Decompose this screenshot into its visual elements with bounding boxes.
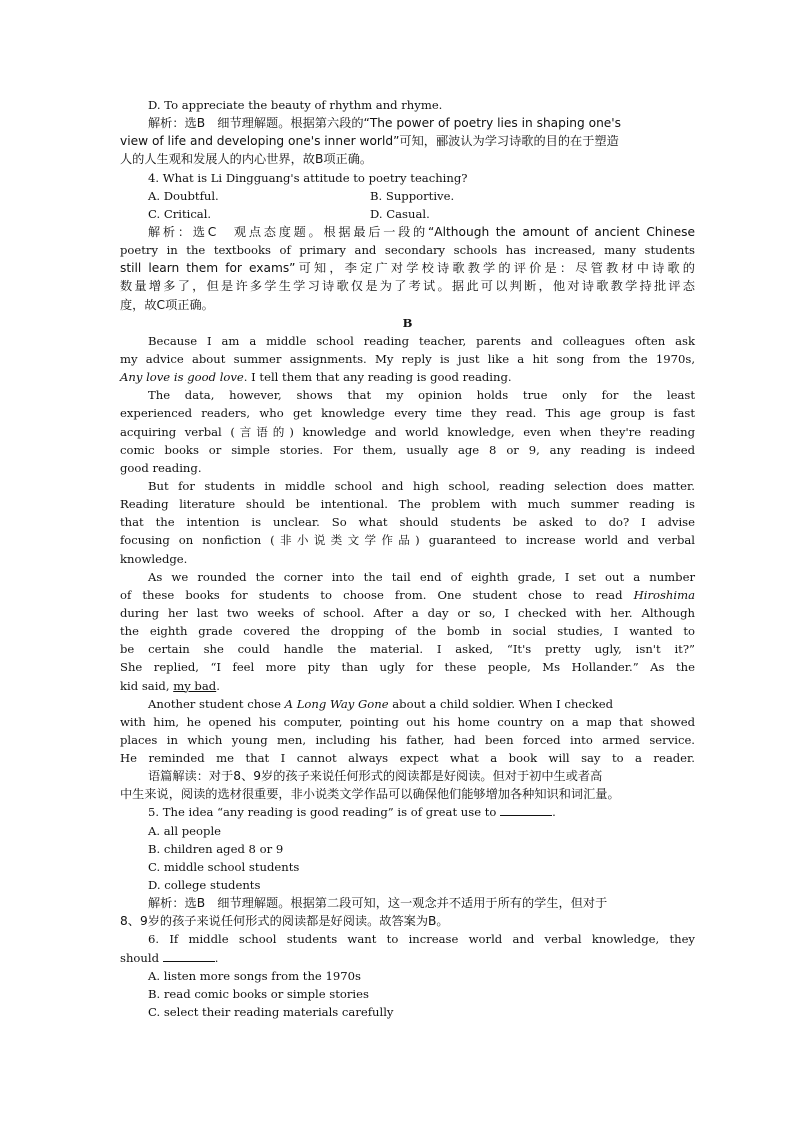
q6-stem: [120, 949, 695, 967]
q4-option-d: D. Casual.: [370, 206, 430, 221]
answer-blank: [500, 803, 552, 816]
passage-line: [120, 586, 695, 604]
q4-options-row: [120, 205, 695, 223]
q3-analysis-line: 解析：选B 细节理解题。根据第六段的“The power of poetry lies in shaping one's: [148, 116, 621, 131]
q5-stem-text: 5. The idea “any reading is good reading” is of great use to: [148, 805, 501, 820]
passage-line: focusing on nonfiction (非小说类文学作品) guaranteed to increase world and verbal: [120, 533, 695, 548]
q3-option-d: D. To appreciate the beauty of rhythm and rhyme.: [148, 98, 443, 112]
passage-text: Another student chose: [148, 696, 285, 711]
passage-line: As we rounded the corner into the tail end of eighth grade, I set out a number: [148, 569, 695, 584]
q4-options-row: [120, 187, 695, 205]
q5-option-c: C. middle school students: [148, 859, 300, 874]
passage-line: the eighth grade covered the dropping of the bomb in social studies, I wanted to: [120, 624, 695, 639]
q6-option-b: B. read comic books or simple stories: [148, 986, 369, 1001]
q5-option-a: A. all people: [148, 823, 222, 838]
q5-analysis-line: 8、9岁的孩子来说任何形式的阅读都是好阅读。故答案为B。: [120, 914, 449, 929]
summary-line: 语篇解读：对于8、9岁的孩子来说任何形式的阅读都是好阅读。但对于初中生或者高: [148, 769, 603, 784]
q4-analysis-line: 解析：选C 观点态度题。根据最后一段的“Although the amount of ancient Chinese: [148, 224, 695, 239]
passage-line: be certain she could handle the material. I asked, “It's pretty ugly, isn't it?”: [120, 642, 695, 657]
passage-line: [120, 677, 695, 695]
passage-line: [120, 695, 695, 713]
q6-option-c: C. select their reading materials carefully: [148, 1005, 394, 1020]
document-page: [120, 96, 695, 1021]
book-title: A Long Way Gone: [284, 696, 389, 711]
passage-text: about a child soldier. When I checked: [388, 696, 614, 711]
song-title: Any love is good love: [120, 370, 244, 385]
passage-line: that the intention is unclear. So what should students be asked to do? I advise: [120, 515, 695, 530]
q5-option-d: D. college students: [148, 878, 261, 893]
passage-line: experienced readers, who get knowledge every time they read. This age group is fast: [120, 406, 695, 421]
book-title: Hiroshima: [633, 587, 695, 602]
q3-analysis-line: view of life and developing one's inner world”可知，郦波认为学习诗歌的目的在于塑造: [120, 134, 619, 149]
q4-option-c: C. Critical.: [148, 206, 212, 221]
q6-option-a: A. listen more songs from the 1970s: [148, 968, 361, 983]
passage-line: acquiring verbal (言语的) knowledge and world knowledge, even when they're reading: [120, 424, 695, 439]
q4-option-b: B. Supportive.: [370, 188, 455, 203]
passage-text: . I tell them that any reading is good reading.: [243, 370, 512, 385]
passage-line: my advice about summer assignments. My reply is just like a hit song from the 1970s,: [120, 351, 695, 366]
passage-line: But for students in middle school and high school, reading selection does matter.: [148, 478, 695, 493]
q6-stem-text: should: [120, 950, 163, 965]
passage-line: Reading literature should be intentional. The problem with much summer reading is: [120, 497, 695, 512]
passage-line: The data, however, shows that my opinion holds true only for the least: [148, 388, 695, 403]
q6-stem-end: .: [214, 950, 219, 965]
q4-analysis-line: 数量增多了，但是许多学生学习诗歌仅是为了考试。据此可以判断，他对诗歌教学持批评态: [120, 279, 695, 294]
q5-analysis-line: 解析：选B 细节理解题。根据第二段可知，这一观念并不适用于所有的学生，但对于: [148, 896, 608, 911]
passage-text: kid said,: [120, 678, 174, 693]
passage-line: good reading.: [120, 460, 202, 475]
summary-line: 中生来说，阅读的选材很重要，非小说类文学作品可以确保他们能够增加各种知识和词汇量。: [120, 787, 620, 802]
q5-stem-end: .: [552, 805, 556, 820]
q5-stem: [120, 803, 695, 821]
passage-line: Because I am a middle school reading teacher, parents and colleagues often ask: [148, 333, 695, 348]
q4-option-a: A. Doubtful.: [148, 188, 219, 203]
q4-stem: 4. What is Li Dingguang's attitude to poetry teaching?: [148, 170, 468, 185]
q5-option-b: B. children aged 8 or 9: [148, 841, 284, 856]
passage-line: She replied, “I feel more pity than ugly for these people, Ms Hollander.” As the: [120, 660, 695, 675]
passage-line: [120, 368, 695, 386]
passage-line: with him, he opened his computer, pointing out his home country on a map that showed: [120, 714, 695, 729]
q4-analysis-line: poetry in the textbooks of primary and secondary schools has increased, many students: [120, 243, 695, 258]
q4-analysis-line: 度，故C项正确。: [120, 297, 214, 312]
underlined-phrase: my bad: [173, 678, 217, 693]
passage-line: He reminded me that I cannot always expect what a book will say to a reader.: [120, 751, 695, 766]
passage-line: places in which young men, including his father, had been forced into armed service.: [120, 732, 695, 747]
q4-analysis-line: still learn them for exams”可知，李定广对学校诗歌教学的评价是：尽管教材中诗歌的: [120, 261, 695, 276]
passage-line: during her last two weeks of school. After a day or so, I checked with her. Although: [120, 605, 695, 620]
answer-blank: [163, 949, 215, 962]
passage-text: .: [216, 678, 220, 693]
passage-line: knowledge.: [120, 551, 188, 566]
passage-line: comic books or simple stories. For them, usually age 8 or 9, any reading is indeed: [120, 442, 695, 457]
q3-analysis-line: 人的人生观和发展人的内心世界，故B项正确。: [120, 152, 373, 167]
section-heading: B: [402, 315, 413, 330]
q6-stem: 6. If middle school students want to increase world and verbal knowledge, they: [148, 932, 695, 947]
passage-text: of these books for students to choose from. One student chose to read: [120, 587, 634, 602]
